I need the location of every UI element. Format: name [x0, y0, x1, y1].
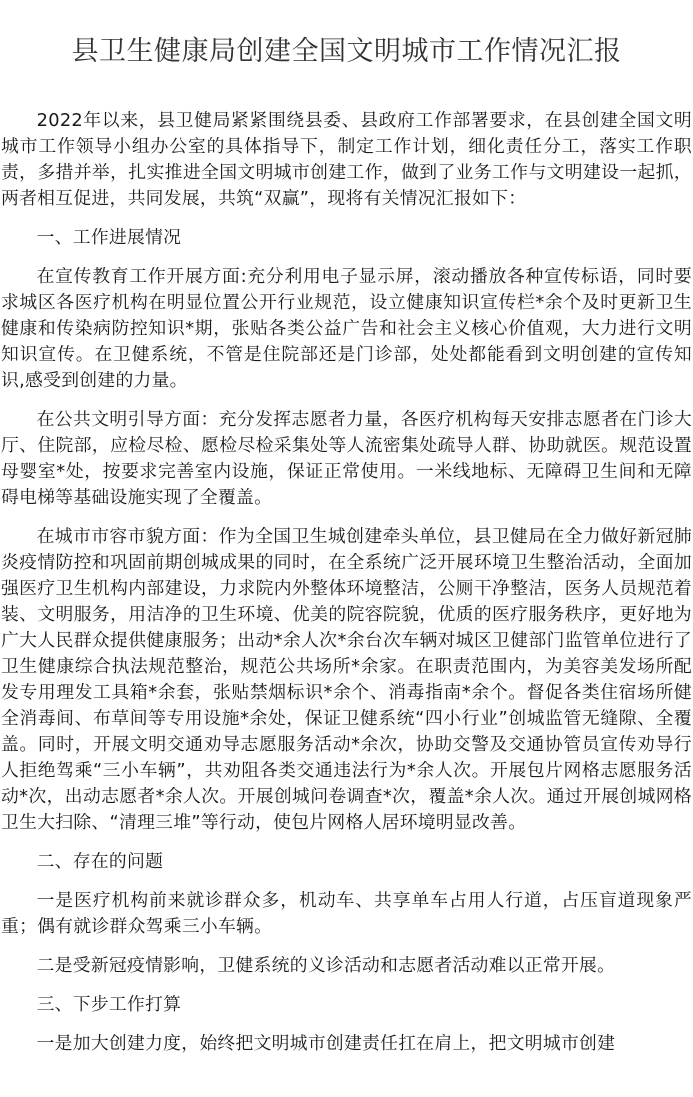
paragraph-problem-1: 一是医疗机构前来就诊群众多，机动车、共享单车占用人行道，占压盲道现象严重；偶有就诊群众驾乘三小车辆。 [1, 890, 692, 937]
section-heading-progress: 一、工作进展情况 [36, 227, 182, 248]
paragraph-problem-2: 二是受新冠疫情影响，卫健系统的义诊活动和志愿者活动难以正常开展。 [36, 955, 616, 976]
paragraph-next-step-1: 一是加大创建力度，始终把文明城市创建责任扛在肩上，把文明城市创建 [36, 1033, 616, 1054]
document-body [1, 108, 692, 1057]
paragraph-civility: 在公共文明引导方面：充分发挥志愿者力量，各医疗机构每天安排志愿者在门诊大厅、住院部，应检尽检、愿检尽检采集处等人流密集处疏导人群、协助就医。规范设置母婴室*处，按要求完善室内设施，保证正常使用。一米线地标、无障碍卫生间和无障碍电梯等基础设施实现了全覆盖。 [1, 409, 692, 508]
paragraph-city-appearance: 在城市市容市貌方面：作为全国卫生城创建牵头单位，县卫健局在全力做好新冠肺炎疫情防控和巩固前期创城成果的同时，在全系统广泛开展环境卫生整治活动，全面加强医疗卫生机构内部建设，力求院内外整体环境整洁，公厕干净整洁，医务人员规范着装、文明服务，用洁净的卫生环境、优美的院容院貌，优质的医疗服务秩序，更好地为广大人民群众提供健康服务；出动*余人次*余台次车辆对城区卫健部门监管单位进行了卫生健康综合执法规范整治，规范公共场所*余家。在职责范围内，为美容美发场所配发专用理发工具箱*余套，张贴禁烟标识*余个、消毒指南*余个。督促各类住宿场所健全消毒间、布草间等专用设施*余处，保证卫健系统“四小行业”创城监管无缝隙、全覆盖。同时，开展文明交通劝导志愿服务活动*余次，协助交警及交通协管员宣传劝导行人拒绝驾乘“三小车辆”，共劝阻各类交通违法行为*余人次。开展包片网格志愿服务活动*次，出动志愿者*余人次。开展创城问卷调查*次，覆盖*余人次。通过开展创城网格卫生大扫除、“清理三堆”等行动，使包片网格人居环境明显改善。 [1, 526, 692, 833]
document-title: 县卫生健康局创建全国文明城市工作情况汇报 [71, 36, 622, 67]
section-heading-problems: 二、存在的问题 [36, 851, 164, 872]
paragraph-publicity: 在宣传教育工作开展方面:充分利用电子显示屏，滚动播放各种宣传标语，同时要求城区各医疗机构在明显位置公开行业规范，设立健康知识宣传栏*余个及时更新卫生健康和传染病防控知识*期，张贴各类公益广告和社会主义核心价值观，大力进行文明知识宣传。在卫健系统，不管是住院部还是门诊部，处处都能看到文明创建的宣传知识,感受到创建的力量。 [1, 266, 692, 391]
intro-paragraph: 2022年以来，县卫健局紧紧围绕县委、县政府工作部署要求，在县创建全国文明城市工作领导小组办公室的具体指导下，制定工作计划，细化责任分工，落实工作职责，多措并举，扎实推进全国文明城市创建工作，做到了业务工作与文明建设一起抓，两者相互促进，共同发展，共筑“双赢”，现将有关情况汇报如下： [1, 110, 692, 209]
section-heading-next-steps: 三、下步工作打算 [36, 994, 182, 1015]
